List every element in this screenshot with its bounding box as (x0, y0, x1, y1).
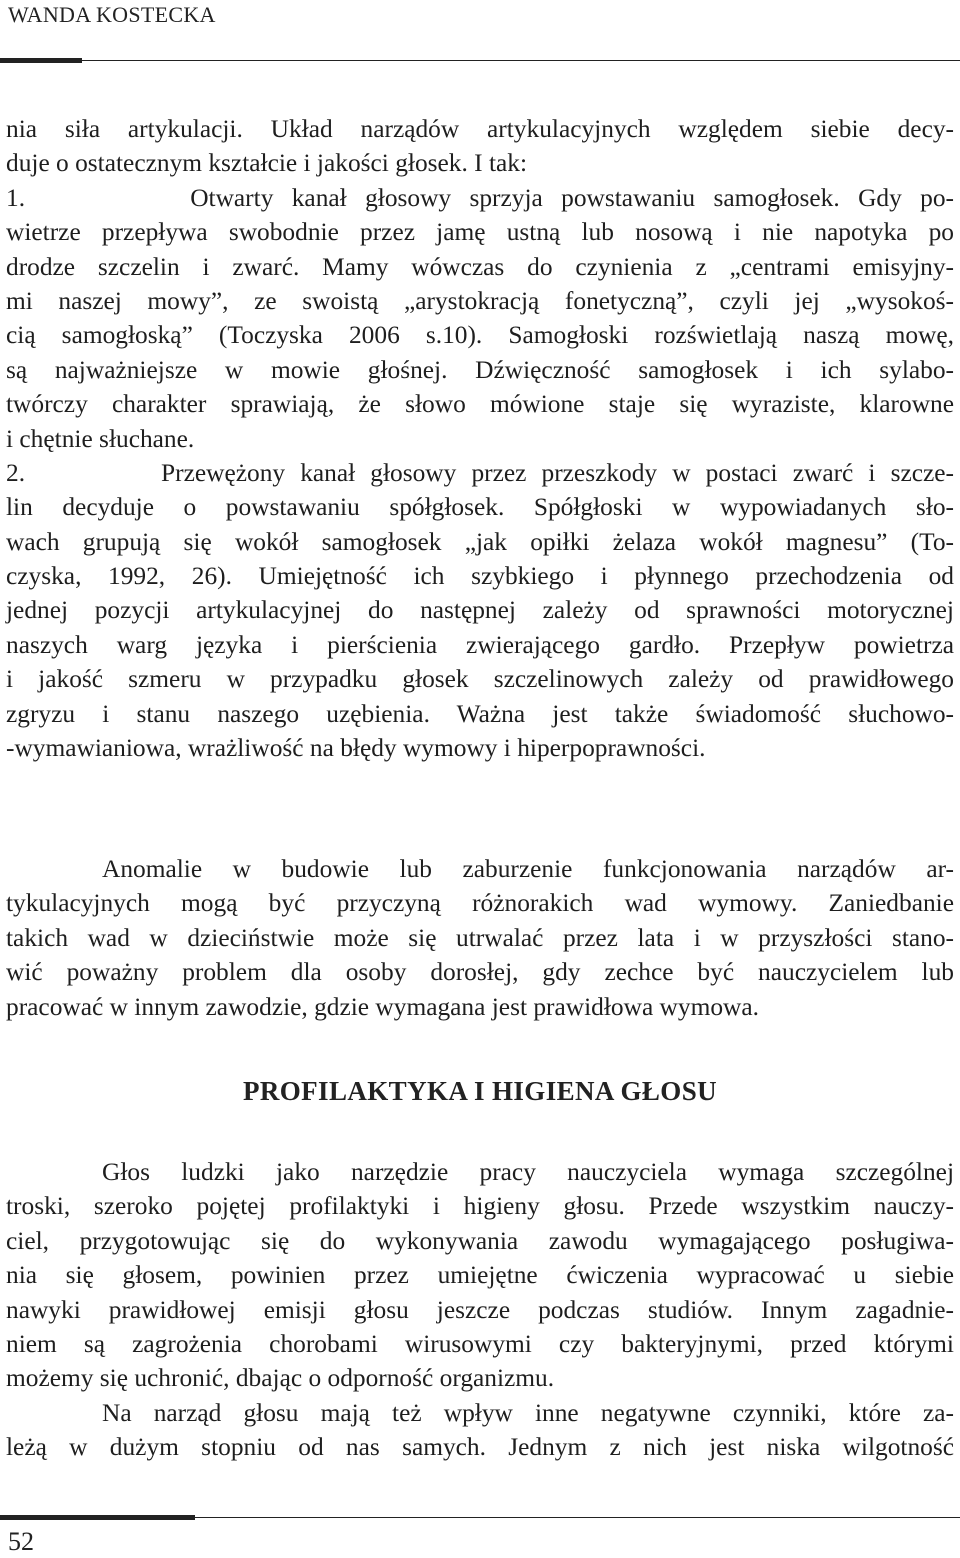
text-line: nia się głosem, powinien przez umiejętne ćwiczenia wypracować u siebie (6, 1261, 954, 1290)
text-line: -wymawianiowa, wrażliwość na błędy wymowy i hiperpoprawności. (6, 734, 706, 763)
page-number: 52 (8, 1527, 34, 1556)
text-line: zgryzu i stanu naszego uzębienia. Ważna jest także świadomość słuchowo- (6, 699, 954, 728)
text-line: jednej pozycji artykulacyjnej do następnej zależy od sprawności motorycznej (6, 596, 954, 625)
text-line: pracować w innym zawodzie, gdzie wymagana jest prawidłowa wymowa. (6, 992, 759, 1021)
text-line: lin decyduje o powstawaniu spółgłosek. Spółgłoski w wypowiadanych sło- (6, 493, 954, 522)
body-paragraph-prophylaxis (6, 1155, 954, 1465)
text-line: możemy się uchronić, dbając o odporność organizmu. (6, 1364, 555, 1393)
text-line: duje o ostatecznym kształcie i jakości głosek. I tak: (6, 149, 528, 178)
text-line: tykulacyjnych mogą być przyczyną różnorakich wad wymowy. Zaniedbanie (6, 889, 954, 918)
text-line: cią samogłoską” (Toczyska 2006 s.10). Samogłoski rozświetlają naszą mowę, (6, 321, 954, 350)
body-paragraph-articulation (6, 112, 954, 765)
text-line: czyska, 1992, 26). Umiejętność ich szybkiego i płynnego przechodzenia od (6, 562, 954, 591)
text-line: leżą w dużym stopniu od nas samych. Jednym z nich jest niska wilgotność (6, 1433, 954, 1462)
text-line: Anomalie w budowie lub zaburzenie funkcjonowania narządów ar- (102, 855, 954, 883)
text-line: Głos ludzki jako narzędzie pracy nauczyciela wymaga szczególnej (102, 1158, 954, 1186)
footer-rule-accent (0, 1515, 195, 1520)
text-line: niem są zagrożenia chorobami wirusowymi czy bakteryjnymi, przed którymi (6, 1329, 954, 1358)
text-line: 1. Otwarty kanał głosowy sprzyja powstawaniu samogłosek. Gdy po- (6, 183, 954, 212)
section-heading: PROFILAKTYKA I HIGIENA GŁOSU (242, 1076, 718, 1106)
text-line: wietrze przepływa swobodnie przez jamę ustną lub nosową i nie napotyka po (6, 218, 954, 247)
text-line: drodze szczelin i zwarć. Mamy wówczas do czynienia z „centrami emisyjny- (6, 252, 954, 281)
text-line: są najważniejsze w mowie głośnej. Dźwięczność samogłosek i ich sylabo- (6, 355, 954, 384)
text-line: takich wad w dzieciństwie może się utrwalać przez lata i w przyszłości stano- (6, 923, 954, 952)
text-line: nia siła artykulacji. Układ narządów artykulacyjnych względem siebie decy- (6, 115, 954, 143)
text-line: twórczy charakter sprawiają, że słowo mówione staje się wyraziste, klarowne (6, 390, 954, 419)
text-line: ciel, przygotowując się do wykonywania zawodu wymagającego posługiwa- (6, 1226, 954, 1255)
running-head: WANDA KOSTECKA (8, 2, 216, 27)
text-line: wić poważny problem dla osoby dorosłej, gdy zechce być nauczycielem lub (6, 958, 954, 987)
text-line: i jakość szmeru w przypadku głosek szczelinowych zależy od prawidłowego (6, 665, 954, 694)
text-line: 2. Przewężony kanał głosowy przez przeszkody w postaci zwarć i szcze- (6, 458, 954, 487)
text-line: mi naszej mowy”, ze swoistą „arystokracją fonetyczną”, czyli jej „wysokoś- (6, 286, 954, 315)
header-rule (0, 60, 960, 61)
body-paragraph-anomalies (6, 852, 954, 1024)
text-line: naszych warg języka i pierścienia zwierającego gardło. Przepływ powietrza (6, 630, 954, 659)
text-line: Na narząd głosu mają też wpływ inne negatywne czynniki, które za- (102, 1398, 954, 1427)
text-line: troski, szeroko pojętej profilaktyki i higieny głosu. Przede wszystkim nauczy- (6, 1192, 954, 1221)
text-line: nawyki prawidłowej emisji głosu jeszcze podczas studiów. Innym zagadnie- (6, 1295, 954, 1324)
text-line: wach grupują się wokół samogłosek „jak opiłki żelaza wokół magnesu” (To- (6, 527, 954, 556)
header-rule-accent (0, 58, 82, 63)
text-line: i chętnie słuchane. (6, 424, 195, 453)
